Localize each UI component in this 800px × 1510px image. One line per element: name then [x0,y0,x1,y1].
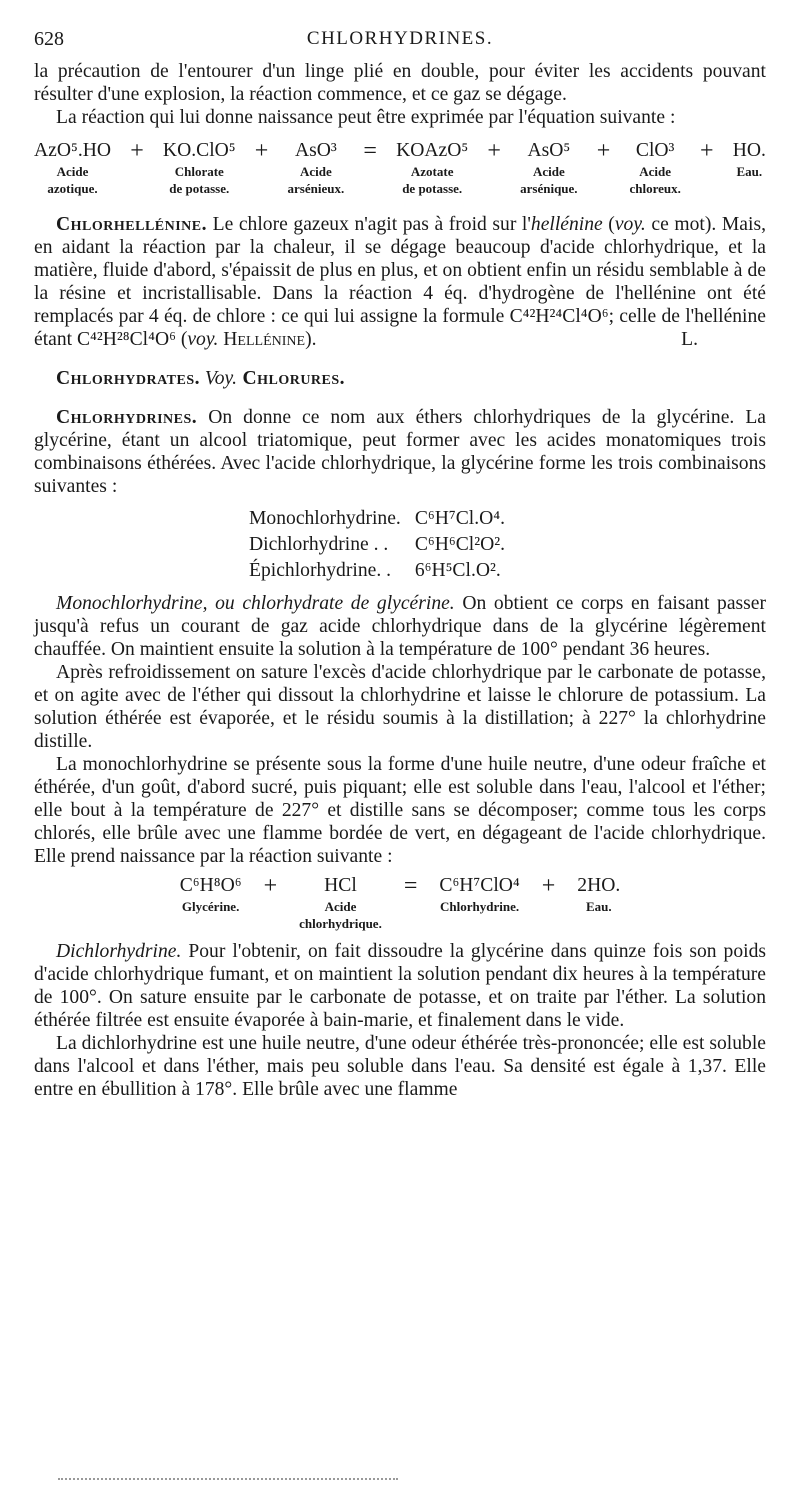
term-formula: ClO³ [635,140,675,161]
paragraph-italic: Dichlorhydrine. [56,941,182,962]
paragraph-dichlorhydrine [34,940,766,1032]
operator-symbol: + [130,138,144,164]
paragraph-purification: Après refroidissement on sature l'excès d'acide chlorhydrique par le carbonate de potasse, et on agite avec de l'éther qui dissout la chlorhydrine et laisse le chlorure de potassium. La solution éthérée est évaporée, et le résidu soumis à la distillation; à 227° la chlorhydrine distille. [34,662,766,752]
equation-operator [487,139,501,163]
entry-chlorhydrates [34,367,766,390]
term-label: Eau. [736,164,763,179]
term-formula: KOAzO⁵ [396,140,469,161]
page-header [34,28,766,58]
compound-table [249,506,505,584]
paragraph-properties: La monochlorhydrine se présente sous la forme d'une huile neutre, d'une odeur fraîche et éthérée, d'un goût, d'abord sucré, puis piquant; elle est soluble dans l'eau, l'alcool et l'éther; elle bout à la température de 227° et distille sans se décomposer; comme tous les corps chlorés, elle brûle avec une flamme bordée de vert, en dégageant de l'acide chlorhydrique. Elle prend naissance par la réaction suivante : [34,754,766,867]
operator-symbol: = [363,138,377,164]
term-formula: AsO⁵ [527,140,571,161]
entry-heading: Chlorhydrines. [56,407,198,428]
term-label: Chlorhydrine. [440,899,520,914]
cross-reference: Chlorures. [237,368,346,389]
term-label: Acide [532,164,565,179]
entry-text: ce mot). Mais, en aidant la réaction par la chaleur, il se dégage beaucoup d'acide chlorhydrique, et la matière, fluide d'abord, s'épaissit de plus en plus, et on obtient enfin un résidu semblable à de la résine et incristallisable. Dans la réaction 4 éq. d'hydrogène de l'hellénine ont été remplacés par 4 éq. de chlore : ce qui lui assigne la formule C⁴²H²⁴Cl⁴O⁶; celle de l'hellénine étant C⁴²H²⁸Cl⁴O⁶ ( [34,214,766,350]
term-label: de potasse. [169,181,230,196]
paragraph-continuation: la précaution de l'entourer d'un linge plié en double, pour éviter les accidents pouvant résulter d'une explosion, la réaction commence, et ce gaz se dégage. [34,61,766,105]
term-label: Acide [324,899,357,914]
term-formula: HCl [324,875,357,896]
term-label: Glycérine. [181,899,240,914]
equation-operator [255,139,269,163]
entry-text: On donne ce nom aux éthers chlorhydriques de la glycérine. La glycérine, étant un alcool triatomique, peut former avec les acides monatomiques trois combinaisons éthérées. Avec l'acide chlorhydrique, la glycérine forme les trois combinaisons suivantes : [34,407,766,497]
compound-name: Monochlorhydrine. [249,508,401,529]
cross-reference: Hellénine [218,329,306,350]
term-label: azotique. [47,181,98,196]
operator-symbol: + [596,138,611,164]
entry-italic: Voy. [200,368,238,389]
equation-operator [130,139,144,163]
operator-symbol: + [254,138,269,164]
term-formula: HO. [732,140,766,161]
term-label: Eau. [585,899,612,914]
term-label: arsénieux. [287,181,345,196]
equation-term [733,139,766,180]
compound-formula: 6⁶H⁵Cl.O². [414,560,501,581]
operator-symbol: + [700,138,714,164]
table-row [249,532,505,558]
paragraph-dichlorhydrine-properties: La dichlorhydrine est une huile neutre, d'une odeur éthérée très-prononcée; elle est soluble dans l'alcool et dans l'éther, mais peu soluble dans l'eau. Sa densité est égale à 1,37. Elle entre en ébullition à 178°. Elle brûle avec une flamme [34,1033,766,1100]
page-number: 628 [34,28,64,50]
paragraph-text: Pour l'obtenir, on fait dissoudre la glycérine dans quinze fois son poids d'acide chlorhydrique fumant, et on maintient la solution pendant dix heures à la température de 100°. On sature ensuite par le carbonate de potasse, et on traite par l'éther. La solution éthérée filtrée est ensuite évaporée à bain-marie, et finalement dans le vide. [34,941,766,1031]
term-formula: C⁶H⁸O⁶ [179,875,242,896]
equation-term [288,139,345,197]
equation-monochlorhydrine [34,874,766,932]
compound-name: Épichlorhydrine. . [249,560,392,581]
table-row [249,558,505,584]
equation-term [396,139,468,197]
term-label: Chlorate [174,164,224,179]
paragraph-equation-intro: La réaction qui lui donne naissance peut être exprimée par l'équation suivante : [56,107,676,128]
compound-name: Dichlorhydrine . . [249,534,389,555]
equation-term [520,139,577,197]
term-formula: 2HO. [577,875,621,896]
running-title: CHLORHYDRINES. [306,28,494,49]
paragraph-text: On obtient ce corps en faisant passer jusqu'à refus un courant de gaz acide chlorhydrique dans de la glycérine légèrement chauffée. On maintient ensuite la solution à la température de 100° pendant 36 heures. [34,593,766,660]
operator-symbol: = [403,873,418,899]
paragraph-monochlorhydrine [34,592,766,661]
equation-term [180,874,242,915]
operator-symbol: + [487,138,501,164]
term-label: Acide [639,164,672,179]
operator-symbol: + [541,873,556,899]
term-label: Azotate [410,164,454,179]
entry-italic: voy. [614,214,646,235]
equation-term [34,139,111,197]
entry-heading: Chlorhydrates. [56,368,201,389]
equation-chlorous-gas [34,139,766,197]
equation-term [577,874,620,915]
term-formula: AzO⁵.HO [34,140,112,161]
entry-chlorhydrines [34,406,766,498]
entry-heading: Chlorhellénine. [56,214,208,235]
compound-formula: C⁶H⁶Cl²O². [414,534,506,555]
equation-term [629,139,680,197]
equation-term [439,874,519,915]
term-formula: C⁶H⁷ClO⁴ [439,875,520,896]
paragraph-italic: Monochlorhydrine, ou chlorhydrate de glycérine. [56,593,455,614]
entry-chlorhellenine [34,213,766,351]
equation-term [299,874,382,932]
equation-operator [700,139,714,163]
equation-operator [404,874,418,898]
equation-operator [363,139,377,163]
term-label: arsénique. [520,181,578,196]
term-formula: KO.ClO⁵ [162,140,236,161]
page-body [34,60,766,1101]
equation-operator [597,139,611,163]
term-label: Acide [56,164,89,179]
equation-term [163,139,236,197]
table-row [249,506,505,532]
term-formula: AsO³ [294,140,337,161]
entry-text: Le chlore gazeux n'agit pas à froid sur l' [207,214,531,235]
compound-formula: C⁶H⁷Cl.O⁴. [414,508,505,529]
term-label: chlorhydrique. [299,916,382,931]
author-signature: L. [681,329,698,350]
term-label: Acide [299,164,332,179]
footer-rule [58,1478,398,1480]
entry-text: ( [602,214,615,235]
entry-italic: voy. [187,329,219,350]
term-label: de potasse. [402,181,463,196]
term-label: chloreux. [629,181,681,196]
operator-symbol: + [263,873,278,899]
equation-operator [264,874,278,898]
entry-italic: hellénine [530,214,603,235]
equation-operator [542,874,556,898]
entry-text: ). [305,329,317,350]
